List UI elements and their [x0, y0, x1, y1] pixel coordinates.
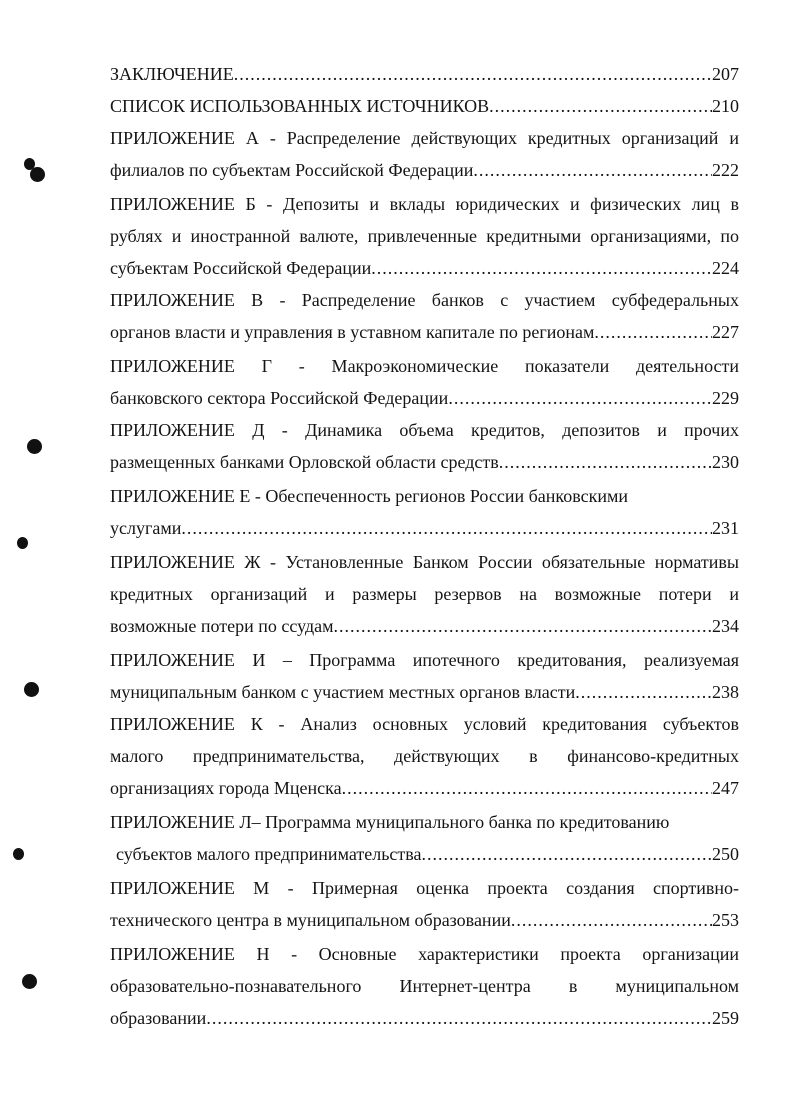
page-number: 234: [712, 616, 739, 636]
page-number: 207: [712, 64, 739, 84]
toc-entry-sources: [110, 90, 739, 122]
page-number: 247: [712, 778, 739, 798]
toc-entry-appendix-n-line1: ПРИЛОЖЕНИЕ Н - Основные характеристики проекта организации: [110, 944, 739, 964]
toc-entry-appendix-k-line2: малого предпринимательства, действующих в финансово-кредитных: [110, 746, 739, 766]
page-number: 224: [712, 258, 739, 278]
toc-entry-appendix-b-line1: ПРИЛОЖЕНИЕ Б - Депозиты и вклады юридических и физических лиц в: [110, 194, 739, 214]
toc-entry-appendix-d-line2: размещенных банками Орловской области средств ..... 230: [110, 446, 739, 478]
toc-entry-appendix-n-line2: образовательно-познавательного Интернет-центра в муниципальном: [110, 976, 739, 996]
toc-entry-appendix-zh-line1: ПРИЛОЖЕНИЕ Ж - Установленные Банком России обязательные нормативы: [110, 552, 739, 572]
dot-leader: [448, 382, 712, 414]
toc-entry-appendix-a-line1: ПРИЛОЖЕНИЕ А - Распределение действующих кредитных организаций и: [110, 128, 739, 148]
toc-entry-appendix-g-line1: ПРИЛОЖЕНИЕ Г - Макроэкономические показатели деятельности: [110, 356, 739, 376]
toc-entry-appendix-zh-line3: возможные потери по ссудам ..... 234: [110, 610, 739, 642]
toc-entry-appendix-i-line2: муниципальным банком с участием местных органов власти ..... 238: [110, 676, 739, 708]
dot-leader: [511, 904, 712, 936]
toc-entry-appendix-e-line1: ПРИЛОЖЕНИЕ Е - Обеспеченность регионов России банковскими: [110, 486, 629, 506]
dot-leader: [473, 154, 712, 186]
punch-hole: [30, 167, 45, 182]
toc-entry-appendix-zh-line2: кредитных организаций и размеры резервов на возможные потери и: [110, 584, 739, 604]
toc-entry-appendix-k-line1: ПРИЛОЖЕНИЕ К - Анализ основных условий кредитования субъектов: [110, 714, 739, 734]
toc-entry-appendix-d-line1: ПРИЛОЖЕНИЕ Д - Динамика объема кредитов, депозитов и прочих: [110, 420, 739, 440]
toc-entry-title: ЗАКЛЮЧЕНИЕ: [110, 64, 234, 84]
dot-leader: [371, 252, 712, 284]
page-number: 227: [712, 322, 739, 342]
dot-leader: [206, 1002, 712, 1034]
dot-leader: [234, 58, 712, 90]
toc-entry-appendix-b-line3: субъектам Российской Федерации ..... 224: [110, 252, 739, 284]
page-number: 230: [712, 452, 739, 472]
page-number: 238: [712, 682, 739, 702]
dot-leader: [181, 512, 712, 544]
toc-entry-title: СПИСОК ИСПОЛЬЗОВАННЫХ ИСТОЧНИКОВ: [110, 96, 490, 116]
dot-leader: [334, 610, 713, 642]
toc-entry-appendix-i-line1: ПРИЛОЖЕНИЕ И – Программа ипотечного кредитования, реализуемая: [110, 650, 739, 670]
toc-entry-appendix-v-line2: органов власти и управления в уставном капитале по регионам ..... 227: [110, 316, 739, 348]
toc-entry-appendix-l-line1: ПРИЛОЖЕНИЕ Л– Программа муниципального банка по кредитованию: [110, 812, 670, 832]
toc-entry-appendix-n-line3: образовании ..... 259: [110, 1002, 739, 1034]
page-number: 231: [712, 518, 739, 538]
dot-leader: [499, 446, 712, 478]
page-number: 259: [712, 1008, 739, 1028]
punch-hole: [22, 974, 37, 989]
page-number: 210: [712, 96, 739, 116]
page-number: 229: [712, 388, 739, 408]
toc-entry-conclusion: [110, 58, 739, 90]
toc-entry-appendix-g-line2: банковского сектора Российской Федерации ..... 229: [110, 382, 739, 414]
toc-entry-appendix-m-line1: ПРИЛОЖЕНИЕ М - Примерная оценка проекта создания спортивно-: [110, 878, 739, 898]
toc-entry-appendix-a-line2: филиалов по субъектам Российской Федерации ..... 222: [110, 154, 739, 186]
page-number: 222: [712, 160, 739, 180]
punch-hole: [17, 537, 28, 549]
page-number: 253: [712, 910, 739, 930]
dot-leader: [342, 772, 712, 804]
dot-leader: [594, 316, 712, 348]
page-number: 250: [712, 844, 739, 864]
toc-entry-appendix-v-line1: ПРИЛОЖЕНИЕ В - Распределение банков с участием субфедеральных: [110, 290, 739, 310]
toc-entry-appendix-k-line3: организациях города Мценска ..... 247: [110, 772, 739, 804]
punch-hole: [27, 439, 42, 454]
toc-entry-appendix-l-line2: субъектов малого предпринимательства ..... 250: [116, 838, 739, 870]
punch-hole: [13, 848, 24, 860]
toc-entry-appendix-e-line2: услугами ..... 231: [110, 512, 739, 544]
toc-entry-appendix-m-line2: технического центра в муниципальном образовании ..... 253: [110, 904, 739, 936]
toc-entry-appendix-b-line2: рублях и иностранной валюте, привлеченные кредитными организациями, по: [110, 226, 739, 246]
dot-leader: [575, 676, 712, 708]
dot-leader: [489, 90, 712, 122]
punch-hole: [24, 682, 39, 697]
dot-leader: [422, 838, 712, 870]
